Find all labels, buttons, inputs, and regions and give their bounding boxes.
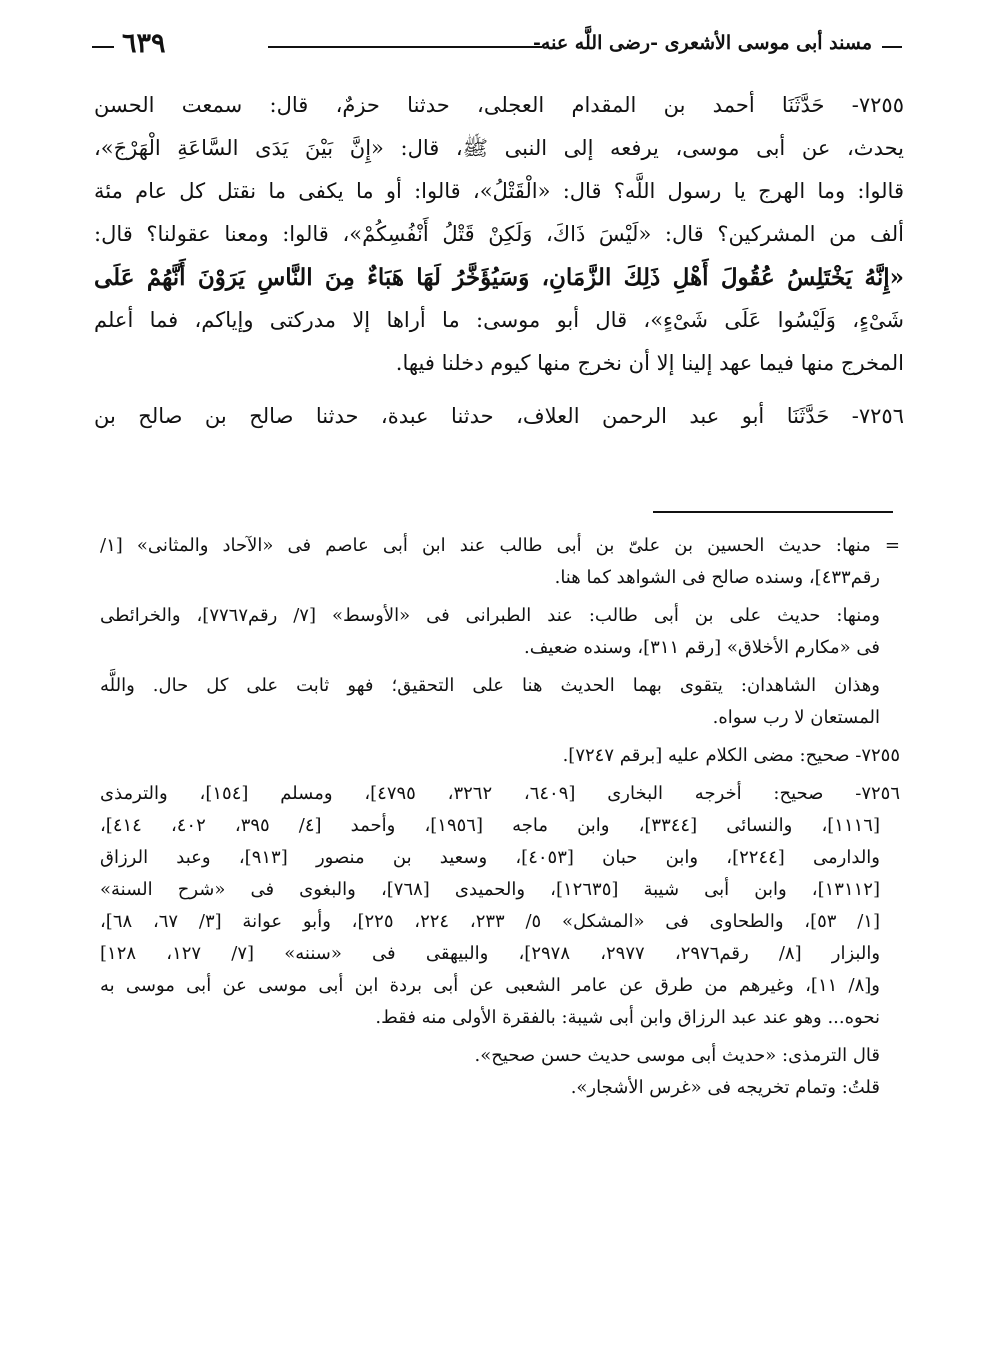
footnote-line: ٧٢٥٥- صحيح: مضى الكلام عليه [برقم ٧٢٤٧]. bbox=[562, 745, 900, 766]
hadith-7255-line: شَىْءٍ، وَلَيْسُوا عَلَى شَىْءٍ»، قال أبو موسى: ما أراها إلا مدركتى وإياكم، فما أعلم bbox=[94, 308, 904, 332]
footnote-line: فى «مكارم الأخلاق» [رقم ٣١١]، وسنده ضعيف. bbox=[524, 637, 880, 658]
footnote-line: المستعان لا رب سواه. bbox=[712, 707, 880, 728]
main-text bbox=[94, 84, 904, 438]
footnote-line: [١١١٦]، والنسائى [٣٣٤٤]، وابن ماجه [١٩٥٦]، وأحمد [٤/ ٣٩٥، ٤٠٢، ٤١٤]، bbox=[100, 815, 880, 836]
hadith-7255-line: يحدث، عن أبى موسى، يرفعه إلى النبى ﷺ، قال: «إِنَّ بَيْنَ يَدَى السَّاعَةِ الْهَرْجَ»، bbox=[94, 136, 904, 160]
header-title: مسند أبى موسى الأشعرى -رضى اللَّه عنه- bbox=[533, 32, 872, 54]
footnote-line: والبزار [٨/ رقم٢٩٧٦، ٢٩٧٧، ٢٩٧٨]، والبيهقى فى «سننه» [٧/ ١٢٧، ١٢٨] bbox=[100, 943, 881, 964]
footnote-line: و[٨/ ١١]، وغيرهم من طرق عن عامر الشعبى عن أبى بردة ابن أبى موسى عن أبى موسى به bbox=[100, 975, 880, 996]
running-header bbox=[92, 30, 902, 70]
hadith-7255-line: ٧٢٥٥- حَدَّثَنَا أحمد بن المقدام العجلى، حدثنا حزمٌ، قال: سمعت الحسن bbox=[94, 93, 904, 117]
hadith-7255-line: قالوا: وما الهرج يا رسول اللَّه؟ قال: «الْقَتْلُ»، قالوا: أو ما يكفى ما نقتل كل عام مئة bbox=[94, 179, 904, 203]
footnote-line: ومنها: حديث على بن أبى طالب: عند الطبرانى فى «الأوسط» [٧/ رقم٧٧٦٧]، والخرائطى bbox=[100, 605, 880, 626]
footnote-line: قال الترمذى: «حديث أبى موسى حديث حسن صحيح». bbox=[474, 1045, 880, 1066]
footnote-line: [١٣١١٢]، وابن أبى شيبة [١٢٦٣٥]، والحميدى [٧٦٨]، والبغوى فى «شرح السنة» bbox=[100, 879, 880, 900]
footnote-line: = منها: حديث الحسين بن علىّ بن أبى طالب عند ابن أبى عاصم فى «الآحاد والمثانى» [١/ bbox=[100, 535, 900, 556]
hadith-7255-line: المخرج منها فيما عهد إلينا إلا أن نخرج منها كيوم دخلنا فيها. bbox=[395, 351, 904, 375]
footnote-line: ٧٢٥٦- صحيح: أخرجه البخارى [٦٤٠٩، ٣٢٦٢، ٤٧٩٥]، ومسلم [١٥٤]، والترمذى bbox=[100, 783, 901, 804]
header-rule-middle bbox=[268, 46, 542, 48]
footnote-divider bbox=[653, 511, 893, 513]
footnote-line: والدارمى [٢٢٤٤]، وابن حبان [٤٠٥٣]، وسعيد بن منصور [٩١٣]، وعبد الرزاق bbox=[100, 847, 880, 868]
header-rule-left bbox=[92, 46, 114, 48]
hadith-7255-line: ألف من المشركين؟ قال: «لَيْسَ ذَاكَ، وَلَكِنْ قَتْلُ أَنْفُسِكُمْ»، قالوا: ومعنا عقولنا؟ قال: bbox=[94, 222, 904, 246]
footnote-line: وهذان الشاهدان: يتقوى بهما الحديث هنا على التحقيق؛ فهو ثابت على كل حال. واللَّه bbox=[100, 675, 880, 696]
footnote-line: قلتُ: وتمام تخريجه فى «غرس الأشجار». bbox=[570, 1077, 880, 1098]
footnote-line: رقم٤٣٣]، وسنده صالح فى الشواهد كما هنا. bbox=[554, 567, 880, 588]
header-rule-right bbox=[882, 46, 902, 48]
footnote-line: نحوه... وهو عند عبد الرزاق وابن أبى شيبة: بالفقرة الأولى منه فقط. bbox=[375, 1007, 880, 1028]
footnote-line: [١/ ٥٣]، والطحاوى فى «المشكل» ٥/ ٢٣٣، ٢٢٤، ٢٢٥]، وأبو عوانة [٣/ ٦٧، ٦٨]، bbox=[100, 911, 880, 932]
hadith-7256-line: ٧٢٥٦- حَدَّثَنَا أبو عبد الرحمن العلاف، حدثنا عبدة، حدثنا صالح بن صالح بن bbox=[94, 404, 904, 428]
hadith-7255-line: «إِنَّهُ يَخْتَلِسُ عُقُولَ أَهْلِ ذَلِكَ الزَّمَانِ، وَسَيُؤَخَّرُ لَهَا هَبَاءٌ مِنَ النَّاسِ يَرَوْنَ أَنَّهُمْ عَلَى bbox=[94, 264, 904, 291]
footnotes bbox=[100, 530, 900, 1104]
page-number: ٦٣٩ bbox=[122, 28, 166, 59]
